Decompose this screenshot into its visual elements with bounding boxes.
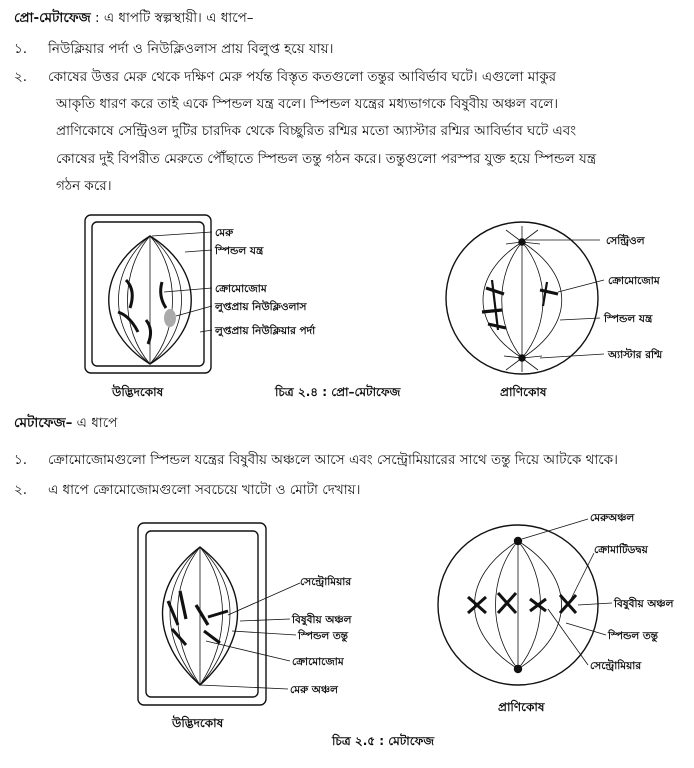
meta-plant-label-centromere: সেন্ট্রোমিয়ার xyxy=(300,576,352,588)
prometaphase-point-2: ২. কোষের উত্তর মেরু থেকে দক্ষিণ মেরু পর্যন্ত বিস্তৃত কতগুলো তন্তুর আবির্ভাব ঘটে। এগুলো মাকুর xyxy=(14,69,557,85)
animal-label-spindle: স্পিন্ডল যন্ত্র xyxy=(604,313,653,325)
metaphase-heading-text: এ ধাপে xyxy=(76,415,118,431)
animal-caption: প্রাণিকোষ xyxy=(500,385,547,399)
meta-plant-label-spindle: স্পিন্ডল তন্তু xyxy=(298,630,349,642)
meta-animal-label-spindle: স্পিন্ডল তন্তু xyxy=(608,630,659,642)
meta-plant-label-equator: বিষুবীয় অঞ্চল xyxy=(292,614,352,626)
meta-plant-label-chromosome: ক্রোমোজোম xyxy=(292,656,344,668)
animal-label-centriole: সেন্ট্রিওল xyxy=(606,235,645,247)
animal-label-chromosome: ক্রোমোজোম xyxy=(608,275,660,287)
meta-plant-label-pole: মেরু অঞ্চল xyxy=(290,684,338,696)
metaphase-heading: মেটাফেজ– xyxy=(14,415,73,431)
prometaphase-heading-text: : এ ধাপটি স্বল্পস্থায়ী। এ ধাপে– xyxy=(94,10,254,26)
figure-metaphase xyxy=(0,505,694,765)
prometaphase-point-2-line-2: আকৃতি ধারণ করে তাই একে স্পিন্ডল যন্ত্র বলে। স্পিন্ডল যন্ত্রের মধ্যভাগকে বিষুবীয় অঞ্চল বলে। xyxy=(56,96,559,112)
animal-cell-metaphase xyxy=(438,525,598,685)
animal-cell-prometaphase xyxy=(446,222,598,374)
prometaphase-point-2-line-5: গঠন করে। xyxy=(56,178,112,194)
meta-animal-label-pole: মেরুঅঞ্চল xyxy=(590,512,635,524)
plant-cell-prometaphase xyxy=(85,215,211,373)
metaphase-heading-line xyxy=(14,414,686,433)
figure-2-5-caption: চিত্র ২.৫ : মেটাফেজ xyxy=(332,734,435,748)
meta-plant-leader-lines xyxy=(200,583,300,689)
prometaphase-heading-line xyxy=(14,9,686,28)
plant-label-nucleolus: লুপ্তপ্রায় নিউক্লিওলাস xyxy=(215,301,307,313)
meta-animal-label-equator: বিষুবীয় অঞ্চল xyxy=(614,598,674,610)
prometaphase-point-2-line-4: কোষের দুই বিপরীত মেরুতে পৌঁছাতে স্পিন্ডল তন্তু গঠন করে। তন্তুগুলো পরস্পর যুক্ত হয়ে স্পিন্ডল যন্ত্র xyxy=(56,151,597,167)
plant-label-spindle: স্পিন্ডল যন্ত্র xyxy=(215,245,264,257)
metaphase-point-2: ২. এ ধাপে ক্রোমোজোমগুলো সবচেয়ে খাটো ও মোটা দেখায়। xyxy=(14,482,361,498)
figure-2-4-caption: চিত্র ২.৪ : প্রো–মেটাফেজ xyxy=(275,385,401,399)
meta-animal-label-chromatids: ক্রোমাটিডদ্বয় xyxy=(594,544,648,556)
prometaphase-point-1: ১. নিউক্লিয়ার পর্দা ও নিউক্লিওলাস প্রায় বিলুপ্ত হয়ে যায়। xyxy=(14,41,334,57)
animal-label-aster: অ্যাস্টার রশ্মি xyxy=(608,349,663,361)
figure-prometaphase xyxy=(0,200,694,410)
meta-plant-caption: উদ্ভিদকোষ xyxy=(172,716,224,730)
prometaphase-point-2-line-3: প্রাণিকোষে সেন্ট্রিওল দুটির চারদিক থেকে বিচ্ছুরিত রশ্মির মতো অ্যাস্টার রশ্মির আবির্ভাব ঘটে এবং xyxy=(56,123,577,139)
meta-animal-caption: প্রাণিকোষ xyxy=(498,700,545,714)
plant-label-chromosome: ক্রোমোজোম xyxy=(215,283,267,295)
plant-cell-metaphase xyxy=(138,523,266,705)
metaphase-point-1: ১. ক্রোমোজোমগুলো স্পিন্ডল যন্ত্রের বিষুবীয় অঞ্চলে আসে এবং সেন্ট্রোমিয়ারের সাথে তন্তু দিয়ে আটকে থাকে। xyxy=(14,452,618,468)
prometaphase-heading: প্রো-মেটাফেজ xyxy=(14,10,91,26)
meta-animal-label-centromere: সেন্ট্রোমিয়ার xyxy=(590,660,642,672)
plant-caption: উদ্ভিদকোষ xyxy=(112,385,164,399)
animal-leader-lines xyxy=(526,240,604,358)
plant-label-pole: মেরু xyxy=(215,227,234,239)
plant-label-membrane: লুপ্তপ্রায় নিউক্লিয়ার পর্দা xyxy=(215,325,316,337)
